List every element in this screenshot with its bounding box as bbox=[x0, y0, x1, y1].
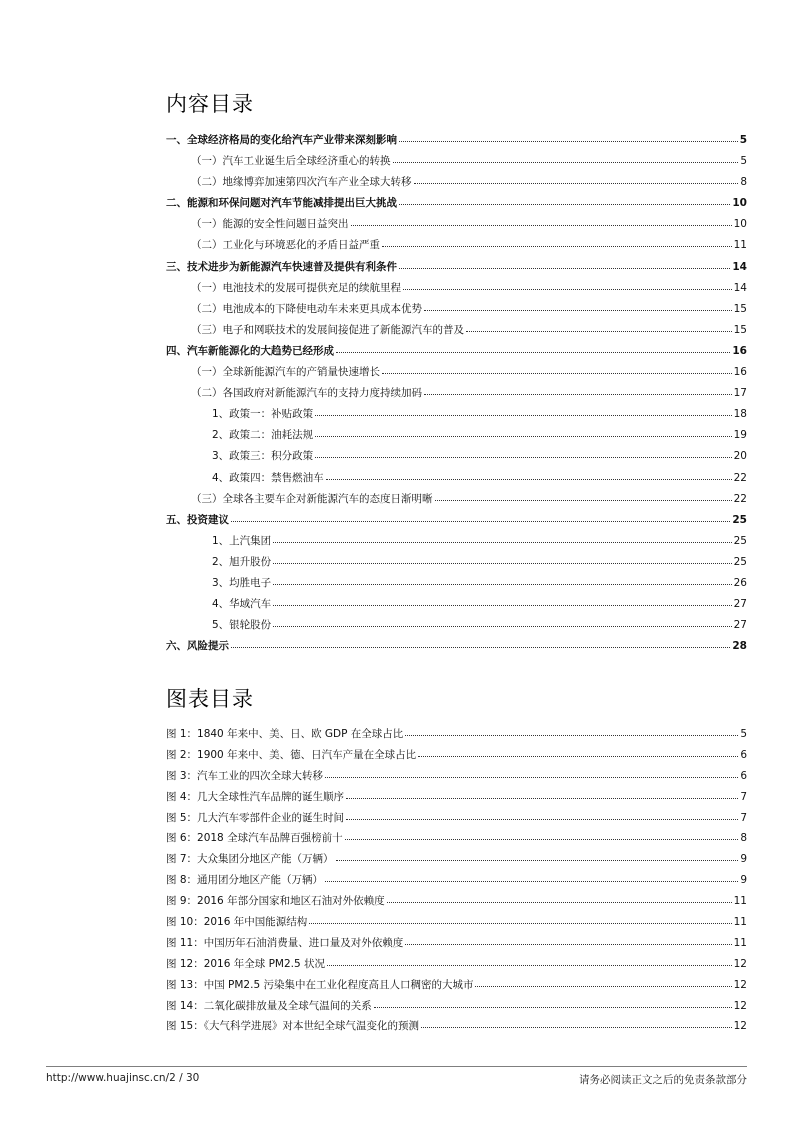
dot-leader bbox=[309, 923, 731, 924]
toc-entry-page: 11 bbox=[733, 239, 747, 252]
figure-entry[interactable] bbox=[166, 912, 747, 933]
figure-entry-page: 9 bbox=[740, 874, 747, 887]
dot-leader bbox=[273, 626, 731, 627]
toc-entry-title: （一）汽车工业诞生后全球经济重心的转换 bbox=[191, 155, 391, 168]
figure-entry[interactable] bbox=[166, 996, 747, 1017]
dot-leader bbox=[345, 839, 739, 840]
dot-leader bbox=[387, 902, 732, 903]
toc-entry-title: （三）电子和网联技术的发展间接促进了新能源汽车的普及 bbox=[191, 323, 464, 336]
toc-entry-page: 14 bbox=[732, 260, 747, 273]
toc-entry-title: 三、技术进步为新能源汽车快速普及提供有利条件 bbox=[166, 260, 397, 273]
dot-leader bbox=[399, 268, 730, 269]
toc-entry[interactable] bbox=[166, 489, 747, 510]
toc-entry[interactable] bbox=[166, 468, 747, 489]
figure-entry-page: 5 bbox=[740, 728, 747, 740]
dot-leader bbox=[315, 415, 731, 416]
figure-entry[interactable] bbox=[166, 745, 747, 766]
figure-entry-title: 图 3：汽车工业的四次全球大转移 bbox=[166, 769, 324, 782]
toc-entry-page: 27 bbox=[733, 619, 747, 632]
dot-leader bbox=[435, 500, 732, 501]
toc-entry-title: 3、政策三：积分政策 bbox=[212, 450, 314, 463]
figure-entry[interactable] bbox=[166, 933, 747, 954]
toc-entry-title: 1、政策一：补贴政策 bbox=[212, 408, 314, 421]
toc-entry-title: 二、能源和环保问题对汽车节能减排提出巨大挑战 bbox=[166, 197, 397, 210]
figure-entry-title: 图 13：中国 PM2.5 污染集中在工业化程度高且人口稠密的大城市 bbox=[166, 978, 474, 991]
dot-leader bbox=[231, 647, 730, 648]
figure-entry-title: 图 4：几大全球性汽车品牌的诞生顺序 bbox=[166, 790, 345, 803]
dot-leader bbox=[327, 965, 732, 966]
toc-entry[interactable] bbox=[166, 214, 747, 235]
figure-entry[interactable] bbox=[166, 787, 747, 808]
dot-leader bbox=[325, 881, 738, 882]
figure-entry-page: 9 bbox=[740, 853, 747, 866]
toc-entry-page: 16 bbox=[732, 344, 747, 357]
toc-entry-page: 25 bbox=[732, 513, 747, 526]
toc-entry-title: 2、旭升股份 bbox=[212, 555, 272, 568]
toc-entry[interactable] bbox=[166, 636, 747, 657]
figure-entry[interactable] bbox=[166, 1016, 747, 1037]
toc-entry-page: 22 bbox=[733, 492, 747, 505]
toc-entry[interactable] bbox=[166, 573, 747, 594]
figure-entry-page: 11 bbox=[733, 895, 747, 908]
dot-leader bbox=[273, 605, 731, 606]
dot-leader bbox=[326, 479, 732, 480]
toc-entry-page: 15 bbox=[733, 323, 747, 336]
dot-leader bbox=[374, 1007, 732, 1008]
footer-disclaimer: 请务必阅读正文之后的免责条款部分 bbox=[579, 1074, 747, 1086]
toc-entry-title: 5、银轮股份 bbox=[212, 619, 272, 632]
figure-entry-page: 6 bbox=[740, 748, 747, 761]
figure-entry-title: 图 8：通用团分地区产能（万辆） bbox=[166, 874, 324, 887]
toc-entry-page: 19 bbox=[733, 429, 747, 442]
toc-entry[interactable] bbox=[166, 446, 747, 467]
toc-entry[interactable] bbox=[166, 531, 747, 552]
figure-entry-title: 图 14：二氧化碳排放量及全球气温间的关系 bbox=[166, 999, 372, 1012]
toc-entry-title: 2、政策二：油耗法规 bbox=[212, 429, 314, 442]
toc-entry-title: 四、汽车新能源化的大趋势已经形成 bbox=[166, 344, 334, 357]
toc-entry-page: 10 bbox=[733, 218, 747, 231]
dot-leader bbox=[336, 860, 739, 861]
figure-entry-title: 图 10：2016 年中国能源结构 bbox=[166, 916, 308, 929]
dot-leader bbox=[273, 563, 731, 564]
figure-entry[interactable] bbox=[166, 891, 747, 912]
toc-entry-page: 14 bbox=[733, 281, 747, 294]
dot-leader bbox=[466, 331, 732, 332]
dot-leader bbox=[403, 289, 732, 290]
figure-entry-page: 7 bbox=[740, 790, 747, 803]
dot-leader bbox=[382, 246, 732, 247]
toc-entry-title: （二）电池成本的下降使电动车未来更具成本优势 bbox=[191, 302, 422, 315]
toc-entry-title: 一、全球经济格局的变化给汽车产业带来深刻影响 bbox=[166, 134, 397, 146]
toc-entry[interactable] bbox=[166, 130, 747, 151]
figure-entry[interactable] bbox=[166, 766, 747, 787]
toc-entry-title: （二）各国政府对新能源汽车的支持力度持续加码 bbox=[191, 387, 422, 400]
toc-entry[interactable] bbox=[166, 615, 747, 636]
toc-entry[interactable] bbox=[166, 341, 747, 362]
figure-entry-page: 11 bbox=[733, 916, 747, 929]
dot-leader bbox=[346, 798, 738, 799]
toc-entry-title: （三）全球各主要车企对新能源汽车的态度日渐明晰 bbox=[191, 492, 433, 505]
toc-entry-title: 1、上汽集团 bbox=[212, 534, 272, 547]
toc-entry-page: 5 bbox=[739, 134, 747, 146]
toc-entry-page: 8 bbox=[740, 176, 747, 189]
toc-entry-title: （一）能源的安全性问题日益突出 bbox=[191, 218, 349, 231]
toc-entry-title: （二）地缘博弈加速第四次汽车产业全球大转移 bbox=[191, 176, 412, 189]
figure-entry-page: 12 bbox=[733, 978, 747, 991]
figure-entry-page: 12 bbox=[733, 999, 747, 1012]
toc-entry-page: 20 bbox=[733, 450, 747, 463]
figure-entry-title: 图 11：中国历年石油消费量、进口量及对外依赖度 bbox=[166, 936, 404, 949]
toc-entry[interactable] bbox=[166, 299, 747, 320]
toc-entry-title: 六、风险提示 bbox=[166, 640, 229, 653]
toc-entry-page: 17 bbox=[733, 387, 747, 400]
toc-entry-page: 27 bbox=[733, 598, 747, 611]
toc-entry-title: 4、政策四：禁售燃油车 bbox=[212, 471, 324, 484]
figure-entry-page: 11 bbox=[733, 936, 747, 949]
toc-entry[interactable] bbox=[166, 235, 747, 256]
table-of-contents bbox=[166, 130, 747, 657]
toc-entry[interactable] bbox=[166, 320, 747, 341]
dot-leader bbox=[421, 1027, 732, 1028]
figure-entry[interactable] bbox=[166, 828, 747, 849]
dot-leader bbox=[382, 373, 732, 374]
toc-entry-title: （一）电池技术的发展可提供充足的续航里程 bbox=[191, 281, 401, 294]
figure-entry-page: 6 bbox=[740, 769, 747, 782]
figure-entry-title: 图 2：1900 年来中、美、德、日汽车产量在全球占比 bbox=[166, 748, 417, 761]
footer-divider bbox=[46, 1066, 747, 1067]
toc-entry-page: 25 bbox=[733, 534, 747, 547]
dot-leader bbox=[393, 162, 739, 163]
dot-leader bbox=[273, 542, 731, 543]
figure-entry-title: 图 6：2018 全球汽车品牌百强榜前十 bbox=[166, 832, 343, 845]
toc-entry[interactable] bbox=[166, 151, 747, 172]
toc-entry-title: 五、投资建议 bbox=[166, 513, 229, 526]
figure-entry[interactable] bbox=[166, 954, 747, 975]
dot-leader bbox=[424, 310, 732, 311]
toc-entry-page: 28 bbox=[732, 640, 747, 653]
dot-leader bbox=[405, 944, 731, 945]
toc-entry[interactable] bbox=[166, 257, 747, 278]
dot-leader bbox=[336, 352, 730, 353]
toc-entry[interactable] bbox=[166, 193, 747, 214]
toc-entry[interactable] bbox=[166, 510, 747, 531]
toc-entry[interactable] bbox=[166, 278, 747, 299]
figure-entry-title: 图 12：2016 年全球 PM2.5 状况 bbox=[166, 957, 326, 970]
dot-leader bbox=[399, 204, 730, 205]
footer-url-page[interactable]: http://www.huajinsc.cn/2 / 30 bbox=[46, 1072, 200, 1084]
toc-entry[interactable] bbox=[166, 172, 747, 193]
toc-entry[interactable] bbox=[166, 425, 747, 446]
dot-leader bbox=[418, 756, 738, 757]
figure-entry[interactable] bbox=[166, 870, 747, 891]
dot-leader bbox=[325, 777, 738, 778]
toc-entry[interactable] bbox=[166, 362, 747, 383]
figure-entry[interactable] bbox=[166, 808, 747, 829]
dot-leader bbox=[231, 521, 730, 522]
toc-entry[interactable] bbox=[166, 404, 747, 425]
figure-entry-title: 图 9：2016 年部分国家和地区石油对外依赖度 bbox=[166, 895, 385, 908]
figure-entry[interactable] bbox=[166, 975, 747, 996]
toc-entry-page: 25 bbox=[733, 555, 747, 568]
dot-leader bbox=[405, 735, 738, 736]
toc-entry[interactable] bbox=[166, 594, 747, 615]
figure-entry-page: 12 bbox=[733, 957, 747, 970]
list-of-figures bbox=[166, 724, 747, 1037]
toc-entry-page: 22 bbox=[733, 471, 747, 484]
figure-entry-title: 图 15：《大气科学进展》对本世纪全球气温变化的预测 bbox=[166, 1020, 419, 1033]
figure-entry[interactable] bbox=[166, 849, 747, 870]
toc-entry-title: （一）全球新能源汽车的产销量快速增长 bbox=[191, 366, 380, 379]
figure-entry-page: 7 bbox=[740, 811, 747, 824]
dot-leader bbox=[399, 141, 738, 142]
figure-entry-title: 图 7：大众集团分地区产能（万辆） bbox=[166, 853, 334, 866]
list-of-figures-title: 图表目录 bbox=[166, 687, 254, 711]
toc-entry-page: 18 bbox=[733, 408, 747, 421]
figure-entry-page: 12 bbox=[733, 1020, 747, 1033]
toc-entry-title: 3、均胜电子 bbox=[212, 576, 272, 589]
toc-entry[interactable] bbox=[166, 383, 747, 404]
figure-entry[interactable] bbox=[166, 724, 747, 745]
dot-leader bbox=[315, 436, 731, 437]
toc-entry-page: 26 bbox=[733, 576, 747, 589]
toc-entry-page: 10 bbox=[732, 197, 747, 210]
dot-leader bbox=[475, 986, 731, 987]
toc-entry-page: 16 bbox=[733, 366, 747, 379]
figure-entry-page: 8 bbox=[740, 832, 747, 845]
toc-title: 内容目录 bbox=[166, 92, 254, 116]
toc-entry-page: 5 bbox=[740, 155, 747, 168]
toc-entry[interactable] bbox=[166, 552, 747, 573]
dot-leader bbox=[315, 457, 731, 458]
dot-leader bbox=[351, 225, 732, 226]
dot-leader bbox=[273, 584, 731, 585]
figure-entry-title: 图 5：几大汽车零部件企业的诞生时间 bbox=[166, 811, 345, 824]
dot-leader bbox=[346, 819, 738, 820]
toc-entry-page: 15 bbox=[733, 302, 747, 315]
figure-entry-title: 图 1：1840 年来中、美、日、欧 GDP 在全球占比 bbox=[166, 728, 404, 740]
dot-leader bbox=[414, 183, 739, 184]
dot-leader bbox=[424, 394, 732, 395]
toc-entry-title: 4、华域汽车 bbox=[212, 598, 272, 611]
toc-entry-title: （二）工业化与环境恶化的矛盾日益严重 bbox=[191, 239, 380, 252]
